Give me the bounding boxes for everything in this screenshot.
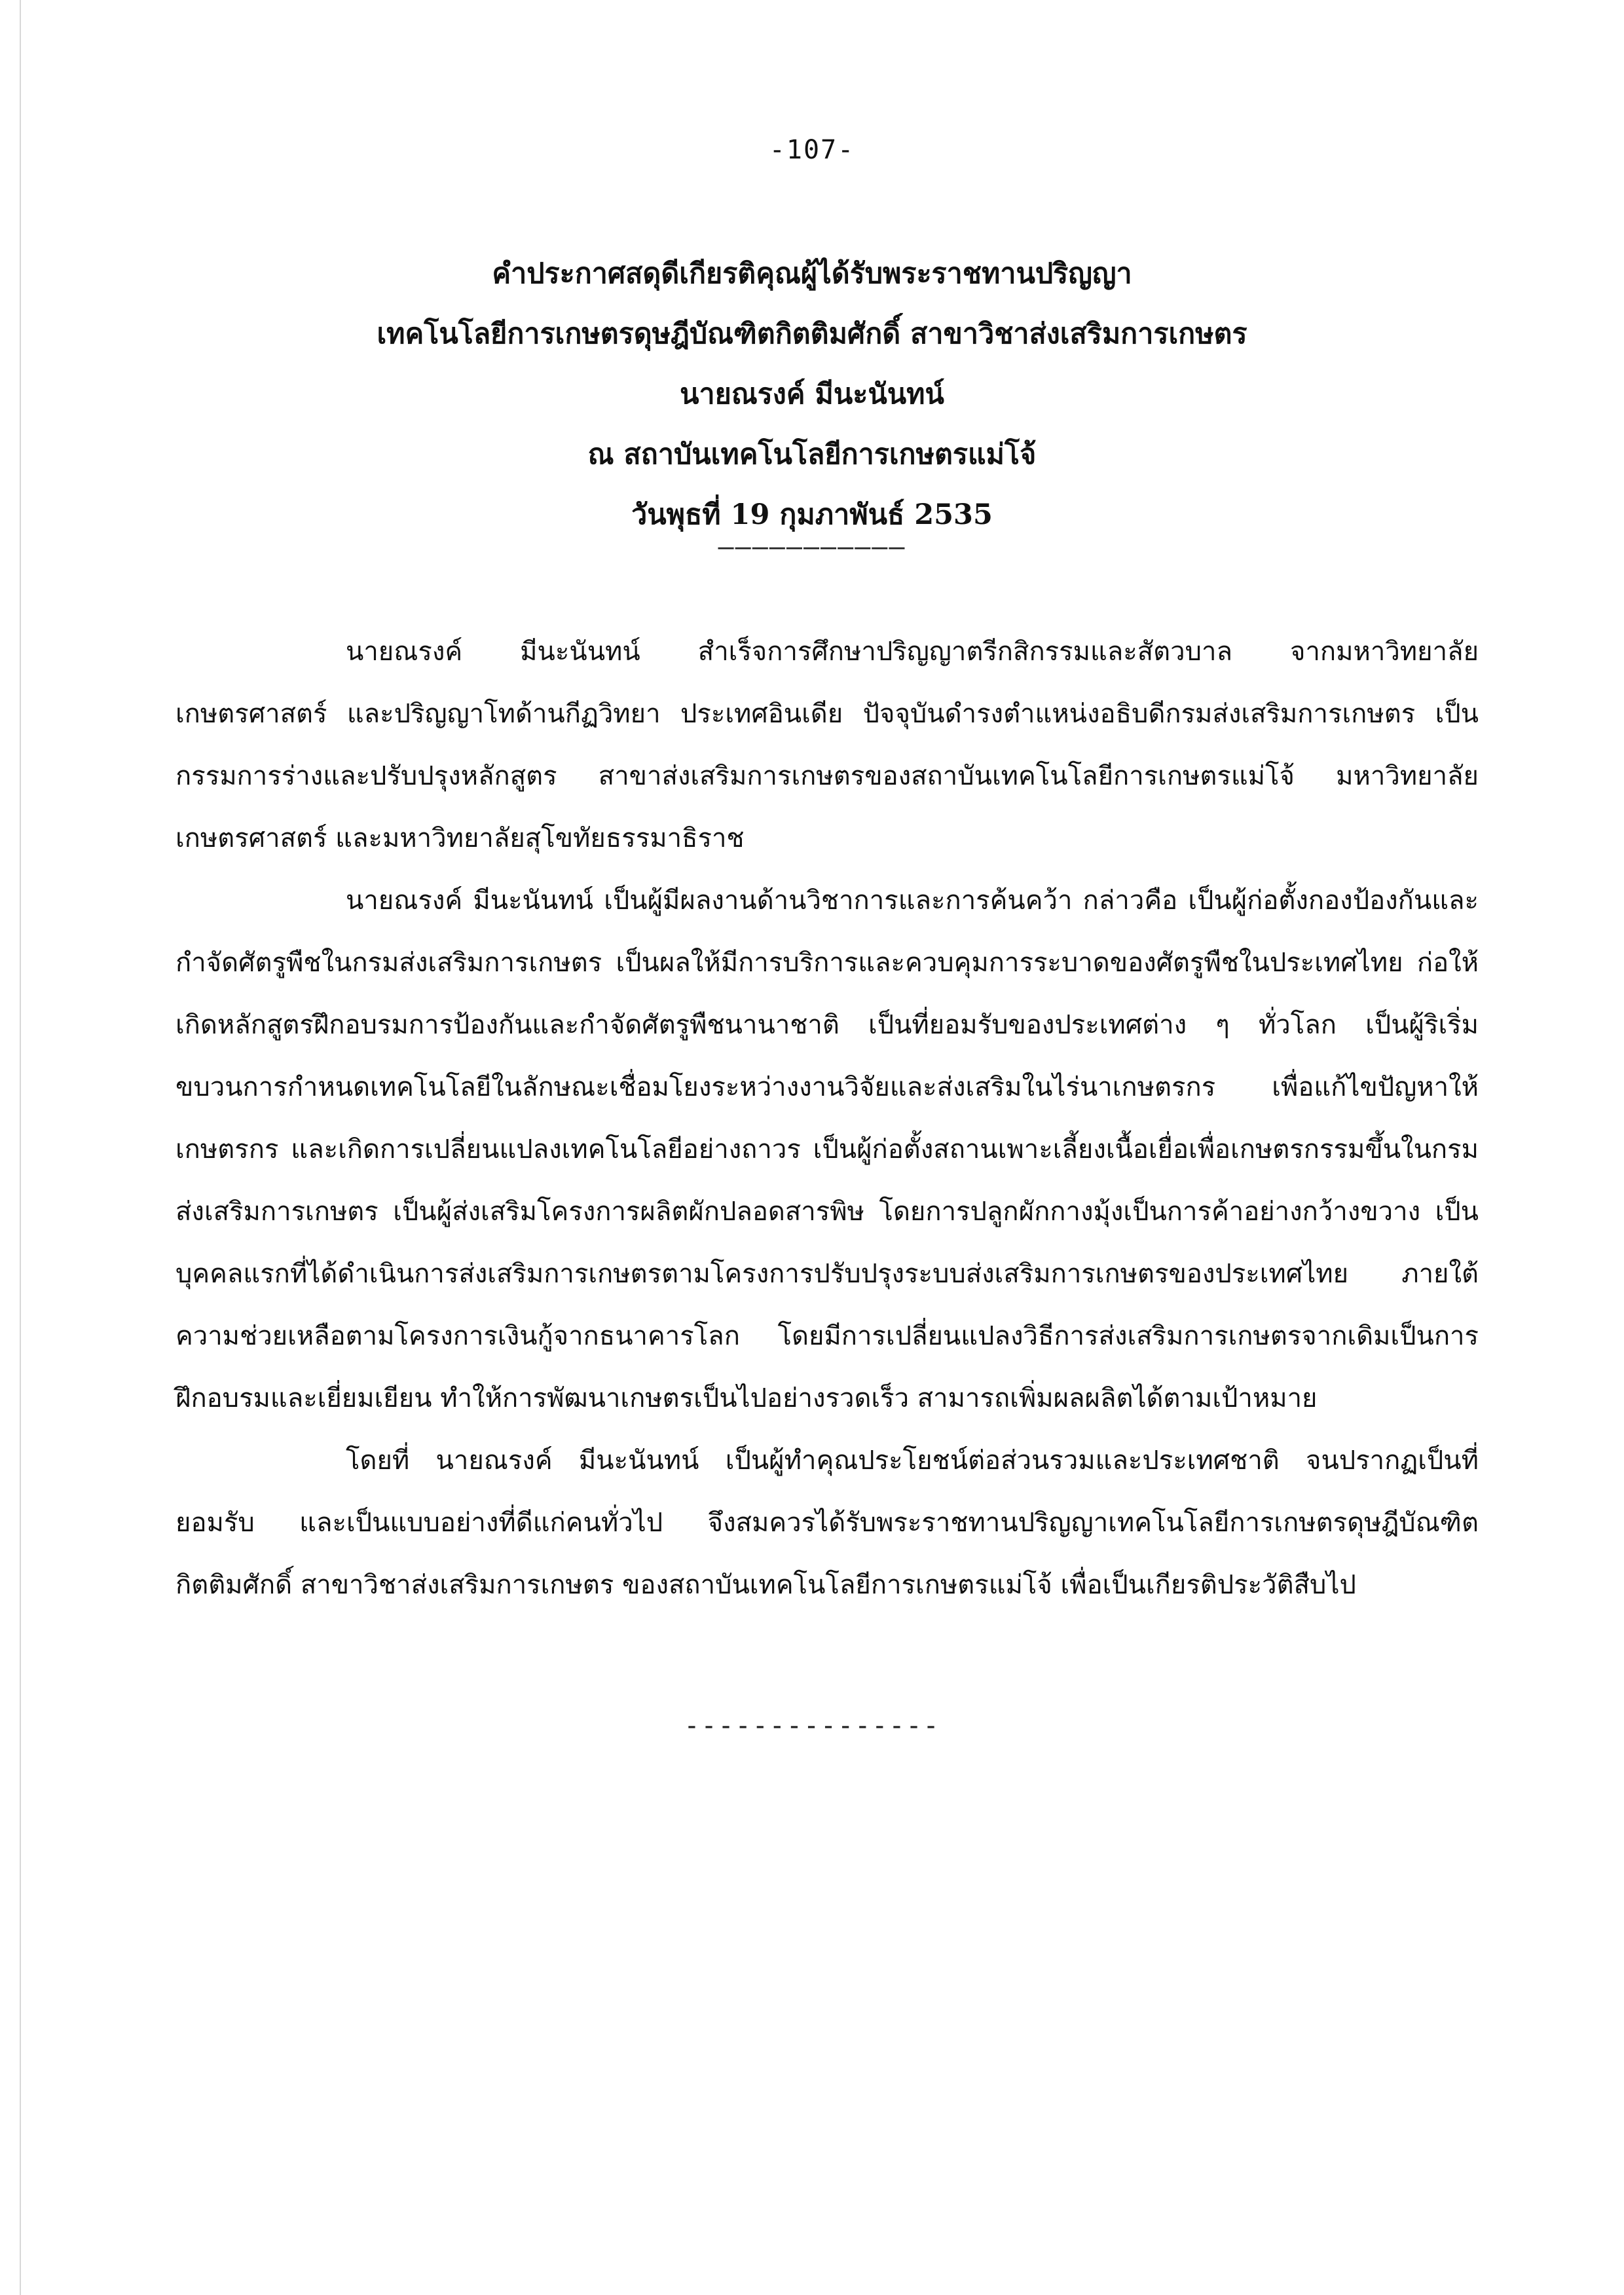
honoree-name: นายณรงค์ มีนะนันทน์: [680, 378, 944, 411]
title-line-2: เทคโนโลยีการเกษตรดุษฎีบัณฑิตกิตติมศักดิ์ สาขาวิชาส่งเสริมการเกษตร: [377, 318, 1247, 350]
paragraph-education: นายณรงค์ มีนะนันทน์ สำเร็จการศึกษาปริญญาตรีกสิกรรมและสัตวบาล จากมหาวิทยาลัยเกษตรศาสตร์ และปริญญาโทด้านกีฏวิทยา ประเทศอินเดีย ปัจจุบันดำรงตำแหน่งอธิบดีกรมส่งเสริมการเกษตร เป็นกรรมการร่างและปรับปรุงหลักสูตร สาขาส่งเสริมการเกษตรของสถาบันเทคโนโลยีการเกษตรแม่โจ้ มหาวิทยาลัยเกษตรศาสตร์ และมหาวิทยาลัยสุโขทัยธรรมาธิราช: [175, 637, 1479, 853]
title-line-1: คำประกาศสดุดีเกียรติคุณผู้ได้รับพระราชทานปริญญา: [492, 257, 1132, 290]
title-block: [0, 244, 1624, 545]
paragraph-conclusion: โดยที่ นายณรงค์ มีนะนันทน์ เป็นผู้ทำคุณประโยชน์ต่อส่วนรวมและประเทศชาติ จนปรากฏเป็นที่ยอมรับ และเป็นแบบอย่างที่ดีแก่คนทั่วไป จึงสมควรได้รับพระราชทานปริญญาเทคโนโลยีการเกษตรดุษฎีบัณฑิตกิตติมศักดิ์ สาขาวิชาส่งเสริมการเกษตร ของสถาบันเทคโนโลยีการเกษตรแม่โจ้ เพื่อเป็นเกียรติประวัติสืบไป: [175, 1446, 1479, 1600]
date-line: วันพุธที่ 19 กุมภาพันธ์ 2535: [631, 498, 993, 531]
closing-separator: ---------------: [684, 1711, 940, 1741]
title-separator: ———————————: [718, 532, 906, 562]
venue-line: ณ สถาบันเทคโนโลยีการเกษตรแม่โจ้: [587, 438, 1037, 471]
page-number: -107-: [769, 135, 855, 165]
citation-body: [175, 621, 1479, 1616]
paragraph-achievements: นายณรงค์ มีนะนันทน์ เป็นผู้มีผลงานด้านวิชาการและการค้นคว้า กล่าวคือ เป็นผู้ก่อตั้งกองป้องกันและกำจัดศัตรูพืชในกรมส่งเสริมการเกษตร เป็นผลให้มีการบริการและควบคุมการระบาดของศัตรูพืชในประเทศไทย ก่อให้เกิดหลักสูตรฝึกอบรมการป้องกันและกำจัดศัตรูพืชนานาชาติ เป็นที่ยอมรับของประเทศต่าง ๆ ทั่วโลก เป็นผู้ริเริ่มขบวนการกำหนดเทคโนโลยีในลักษณะเชื่อมโยงระหว่างงานวิจัยและส่งเสริมในไร่นาเกษตรกร เพื่อแก้ไขปัญหาให้เกษตรกร และเกิดการเปลี่ยนแปลงเทคโนโลยีอย่างถาวร เป็นผู้ก่อตั้งสถานเพาะเลี้ยงเนื้อเยื่อเพื่อเกษตรกรรมขึ้นในกรมส่งเสริมการเกษตร เป็นผู้ส่งเสริมโครงการผลิตผักปลอดสารพิษ โดยการปลูกผักกางมุ้งเป็นการค้าอย่างกว้างขวาง เป็นบุคคลแรกที่ได้ดำเนินการส่งเสริมการเกษตรตามโครงการปรับปรุงระบบส่งเสริมการเกษตรของประเทศไทย ภายใต้ความช่วยเหลือตามโครงการเงินกู้จากธนาคารโลก โดยมีการเปลี่ยนแปลงวิธีการส่งเสริมการเกษตรจากเดิมเป็นการฝึกอบรมและเยี่ยมเยียน ทำให้การพัฒนาเกษตรเป็นไปอย่างรวดเร็ว สามารถเพิ่มผลผลิตได้ตามเป้าหมาย: [175, 886, 1479, 1413]
